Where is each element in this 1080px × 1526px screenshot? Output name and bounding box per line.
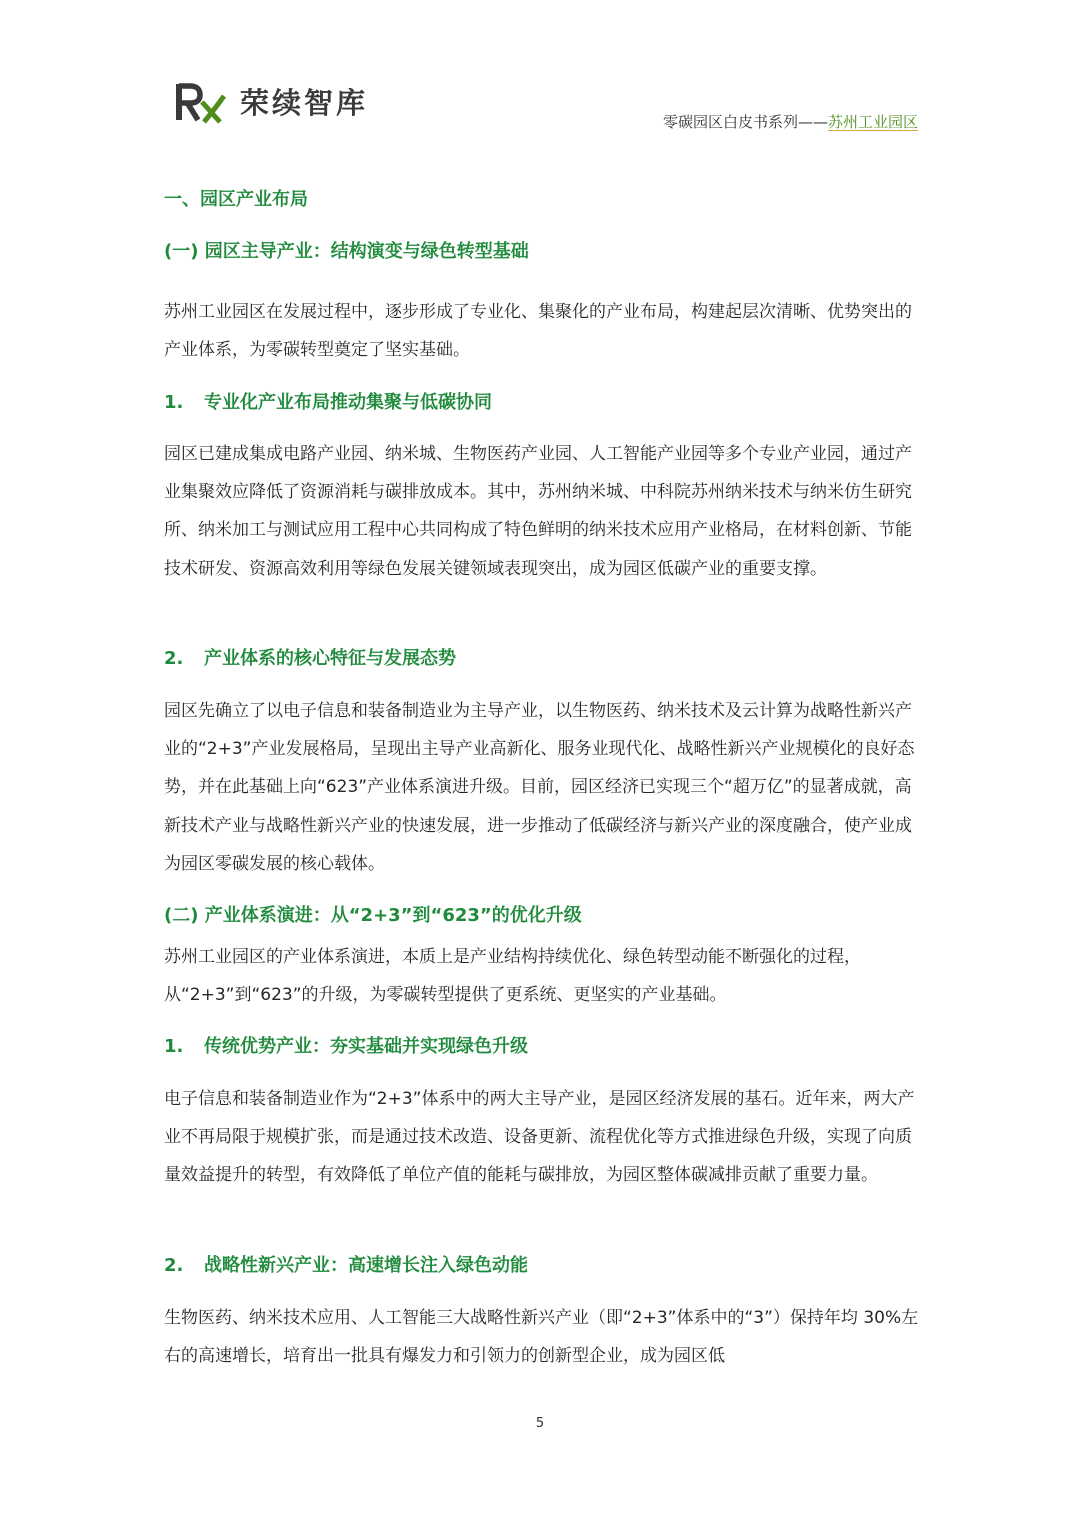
subsection-heading-2: (二) 产业体系演进：从“2+3”到“623”的优化升级: [164, 905, 582, 926]
section-heading: 一、园区产业布局: [164, 189, 308, 210]
page-number: 5: [535, 1416, 545, 1431]
paragraph-2-1: 电子信息和装备制造业作为“2+3”体系中的两大主导产业，是园区经济发展的基石。近年来，两大产业不再局限于规模扩张，而是通过技术改造、设备更新、流程优化等方式推进绿色升级，实现了向质量效益提升的转型，有效降低了单位产值的能耗与碳排放，为园区整体碳减排贡献了重要力量。: [164, 1089, 915, 1186]
paragraph-1-2: 园区先确立了以电子信息和装备制造业为主导产业，以生物医药、纳米技术及云计算为战略性新兴产业的“2+3”产业发展格局，呈现出主导产业高新化、服务业现代化、战略性新兴产业规模化的良好态势，并在此基础上向“623”产业体系演进升级。目前，园区经济已实现三个“超万亿”的显著成就，高新技术产业与战略性新兴产业的快速发展，进一步推动了低碳经济与新兴产业的深度融合，使产业成为园区零碳发展的核心载体。: [164, 701, 915, 874]
heading-number: 1.: [164, 1036, 184, 1057]
heading-text: 专业化产业布局推动集聚与低碳协同: [204, 392, 492, 413]
subsection-1-intro: 苏州工业园区在发展过程中，逐步形成了专业化、集聚化的产业布局，构建起层次清晰、优势突出的产业体系，为零碳转型奠定了坚实基础。: [164, 302, 912, 361]
brand-logo: [176, 80, 368, 126]
heading-text: 产业体系的核心特征与发展态势: [204, 648, 456, 669]
heading-text: 传统优势产业：夯实基础并实现绿色升级: [204, 1036, 528, 1057]
heading-number: 1.: [164, 392, 184, 413]
series-highlight: 苏州工业园区: [827, 113, 918, 131]
brand-name: 荣续智库: [240, 86, 369, 120]
series-prefix: 零碳园区白皮书系列——: [662, 113, 828, 131]
subsection-2-intro: 苏州工业园区的产业体系演进，本质上是产业结构持续优化、绿色转型动能不断强化的过程，从“2+3”到“623”的升级，为零碳转型提供了更系统、更坚实的产业基础。: [164, 947, 861, 1006]
heading-number: 2.: [164, 1255, 184, 1276]
rx-logo-icon: [176, 80, 228, 126]
heading-2-2: [164, 1252, 528, 1280]
heading-1-1: [164, 389, 492, 417]
heading-1-2: [164, 645, 456, 673]
paragraph-1-1: 园区已建成集成电路产业园、纳米城、生物医药产业园、人工智能产业园等多个专业产业园，通过产业集聚效应降低了资源消耗与碳排放成本。其中，苏州纳米城、中科院苏州纳米技术与纳米仿生研究所、纳米加工与测试应用工程中心共同构成了特色鲜明的纳米技术应用产业格局，在材料创新、节能技术研发、资源高效利用等绿色发展关键领域表现突出，成为园区低碳产业的重要支撑。: [164, 444, 912, 579]
heading-text: 战略性新兴产业：高速增长注入绿色动能: [204, 1255, 528, 1276]
subsection-heading-1: (一) 园区主导产业：结构演变与绿色转型基础: [164, 241, 529, 262]
paragraph-2-2: 生物医药、纳米技术应用、人工智能三大战略性新兴产业（即“2+3”体系中的“3”）保持年均 30%左右的高速增长，培育出一批具有爆发力和引领力的创新型企业，成为园区低: [164, 1308, 919, 1367]
series-title: [663, 110, 918, 134]
heading-number: 2.: [164, 648, 184, 669]
heading-2-1: [164, 1033, 528, 1061]
